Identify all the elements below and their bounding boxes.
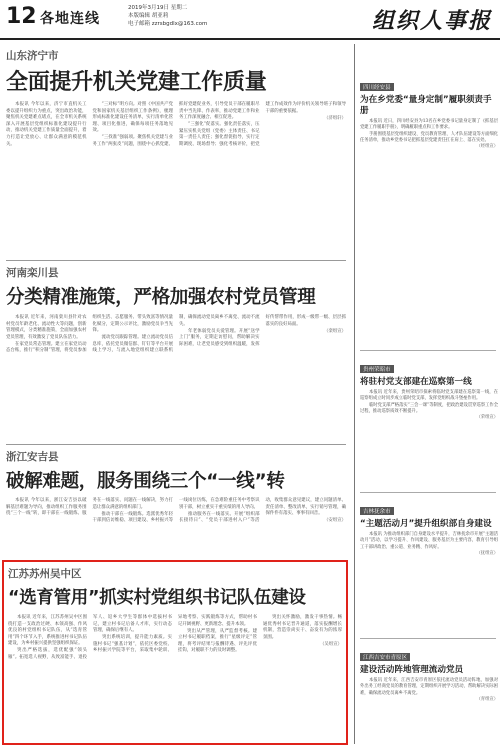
sidebar-title: “主题活动月”提升组织部自身建设 [360, 519, 492, 529]
article-paragraph: 突出系统培训，提升能力素质。实施村书记“强基计划”，依托区委党校、乡村振兴学院等平台，采取集中轮训、异地考察、实践锻炼等方式，帮助村书记开阔视野、更新理念、提升本领。 [93, 615, 257, 654]
article-signature: （栾组宣） [324, 328, 346, 334]
sidebar-title: 为在乡党委“量身定制”履职须责手册 [360, 95, 492, 116]
sidebar-article [360, 644, 498, 742]
sidebar-kicker: 四川经安县 [360, 83, 394, 91]
article-jining [6, 48, 346, 256]
sidebar-column [354, 44, 496, 744]
sidebar-title: 将驻村党支部建在巡察第一线 [360, 377, 472, 387]
article-paragraph: 本报讯 今年以来，济宁市直机关工委以提升组织力为重点，突出政治功能，聚焦机关党建难点堵点，在全市机关系统深入开展基层党组织标准化建设提升行动，推动机关党建工作质量全面提升，着力打造让党放心、让群众满意的模范机关。 [6, 102, 87, 147]
article-paragraph: 突出严格选拔，选优配强“领头雁”。拓宽选人视野，从致富能手、退役军人、返乡大学生等群体中选拔村书记，建立村书记后备人才库，实行动态管理，确保后继有人。 [8, 615, 172, 661]
article-kicker: 山东济宁市 [6, 50, 59, 62]
article-paragraph: 本报讯 近年来，江苏苏州吴中区围绕打造一支政治过硬、本领高强、作风优良的村党组织书记队伍，从“选育管用”四个环节入手，系统推进村书记队伍建设，为乡村振兴提供坚强组织保证。 [8, 615, 87, 647]
sidebar-kicker: 江西吉安市青原区 [360, 653, 410, 661]
sidebar-divider [360, 492, 496, 493]
article-paragraph: 推动干部在一线锻炼。选派优秀年轻干部到信访维稳、项目建设、乡村振兴等一线岗位历练，在急难险重任务中考察识别干部，树立重实干重实绩的用人导向。 [92, 498, 260, 524]
article-signature: （济组轩） [324, 115, 346, 121]
article-headline: 破解难题，服务围绕三个“一线”转 [6, 471, 285, 492]
article-paragraph: 年老体弱党员关爱管理。开展“送学上门”服务，定期走访慰问，帮助解决实际困难，让老党员感受到组织温暖，发挥好传帮带作用，形成一级带一级、层层抓落实的良好局面。 [179, 315, 346, 347]
article-paragraph: 本报讯 今年以来，浙江安吉县以破解基层难题为导向，推动组织工作服务围绕“三个一线”转，即干部在一线锻炼、服务在一线落实、问题在一线解决，努力打造让群众满意的组织部门。 [6, 498, 173, 517]
page-number: 12 [6, 4, 37, 29]
issue-meta [128, 4, 207, 28]
sidebar-body [360, 119, 498, 150]
sidebar-body [360, 390, 498, 421]
article-signature: （安组宣） [324, 518, 346, 524]
section-name: 各地连线 [40, 11, 100, 27]
article-headline: 全面提升机关党建工作质量 [6, 70, 267, 95]
sidebar-body [360, 678, 498, 703]
article-paragraph: “三强化”促落实。强化责任落实，压紧压实机关党组（党委）主体责任、书记第一责任人责任；强化督促指导，实行定期调度、现场督导；强化考核评价，把党建工作成效作为评价机关领导班子和领导干部的重要依据。 [179, 102, 346, 148]
article-wuzhong [8, 566, 342, 742]
article-kicker: 浙江安吉县 [6, 451, 59, 463]
sidebar-paragraph: 手册围绕基层党组织建设、党员教育管理、人才队伍建设等方面细化任务清单，推动乡党委书记把抓基层党建责任扛在肩上、落在实处。 [360, 131, 498, 143]
sidebar-divider [360, 638, 496, 639]
article-kicker: 江苏苏州吴中区 [8, 568, 82, 580]
sidebar-kicker: 贵州荣昭市 [360, 365, 394, 373]
issue-editor: 本版编辑 胡亚莉 [128, 13, 169, 19]
sidebar-paragraph: 临时党支部严格落实“三会一课”等制度，把政治建设贯穿巡察工作全过程，推动巡察质效不断提升。 [360, 402, 498, 414]
article-luanchuan [6, 265, 346, 440]
article-paragraph: 流动党员跟踪管理。建立流动党员信息库，依托党员微信群、钉钉等平台开展线上学习，与流入地党组织建立联系机制，确保流动党员离乡不离党、流动不流失。 [92, 315, 260, 354]
sidebar-paragraph: 本报讯 近年来，贵州荣昭市探索将临时党支部建在巡察第一线，在巡察组成立时同步成立临时党支部，发挥党组织战斗堡垒作用。 [360, 390, 498, 402]
article-body [8, 615, 342, 742]
article-paragraph: 推动服务在一线落实。开展“组织部长接待日”、“党员干部进村入户”等活动，收集群众意见建议，建立问题清单、责任清单、整改清单，实行销号管理，确保件件有落实、事事有回音。 [179, 498, 346, 524]
newspaper-brand: 组织人事报 [371, 8, 492, 34]
article-body [6, 498, 346, 555]
article-paragraph: 突出从严管理，从严监督考核。建立村书记履职档案，推行“星级评定”管理，将考评结果与报酬待遇、评先评优挂钩，对履职不力的及时调整。 [178, 628, 257, 654]
article-paragraph: “三找准”强弱项。聚焦机关党建与业务工作“两张皮”问题，围绕中心抓党建、抓好党建促业务，引导党员干部在履职尽责中当先锋、作表率，推动党建工作和业务工作深度融合、相互促进。 [92, 102, 260, 148]
masthead [0, 0, 500, 40]
sidebar-paragraph: 本报讯 近日，四川经安县为13名在乡党委书记量身定制了《抓基层党建工作履职手册》，明确履职重点和工作要求。 [360, 119, 498, 131]
article-divider [6, 444, 346, 445]
article-divider [6, 260, 346, 261]
article-paragraph: 本报讯 近年来，河南栾川县针对农村党员年龄老化、流动性大等问题，创新管理模式，分类精准施策，全面加强农村党员管理，有效激发了党员队伍活力。 [6, 315, 87, 340]
article-paragraph: 在家党员常态管理。建立在家党员动态台账，推行“积分制”管理，将党员参加组织生活、志愿服务、带头致富等情况量化赋分，定期公示评比，激励党员争当先锋。 [6, 315, 173, 354]
article-anji [6, 449, 346, 555]
article-headline: “选育管用”抓实村党组织书记队伍建设 [8, 588, 306, 608]
sidebar-signature: （经组宣） [476, 144, 498, 150]
issue-date: 2019年3月19日 星期二 [128, 5, 188, 11]
sidebar-article [360, 356, 498, 496]
sidebar-body [360, 532, 498, 557]
sidebar-article [360, 74, 498, 364]
sidebar-signature: （青组宣） [476, 696, 498, 702]
sidebar-article [360, 498, 498, 640]
sidebar-kicker: 吉林抚余市 [360, 507, 394, 515]
article-signature: （吴组宣） [320, 641, 342, 647]
article-body [6, 102, 346, 252]
sidebar-paragraph: 本报讯 为推动组织部门自身建设水平提升，吉林抚余市开展“主题活动月”活动，以学习提升、作风建设、服务基层为主要内容，教育引导组工干部讲政治、重公道、业务精、作风好。 [360, 532, 498, 550]
issue-email: 电子邮箱 zzrsbgdlx@163.com [128, 21, 208, 27]
sidebar-signature: （荣组宣） [476, 415, 498, 421]
article-paragraph: “三对标”明方向。对照《中国共产党党和国家机关基层组织工作条例》，梳理形成标准化建设任务清单，实行清单化管理、项目化推进，确保每项任务落地见效。 [92, 102, 173, 134]
article-body [6, 315, 346, 440]
article-kicker: 河南栾川县 [6, 267, 59, 279]
sidebar-paragraph: 本报讯 近年来，江西吉安市青原区依托流动党员活动阵地，加强对外出务工经商党员的教育管理，定期组织开展学习活动，帮助解决实际困难，确保流动党员离乡不离党。 [360, 678, 498, 696]
sidebar-signature: （抚组宣） [476, 550, 498, 556]
sidebar-title: 建设活动阵地管理流动党员 [360, 665, 464, 675]
article-paragraph: 突出关怀激励，激发干事热情。畅通优秀村书记晋升通道，落实报酬增长机制，营造崇尚实干、奋发有为的浓厚氛围。 [263, 615, 342, 640]
sidebar-divider [360, 350, 496, 351]
article-headline: 分类精准施策，严格加强农村党员管理 [6, 287, 316, 308]
